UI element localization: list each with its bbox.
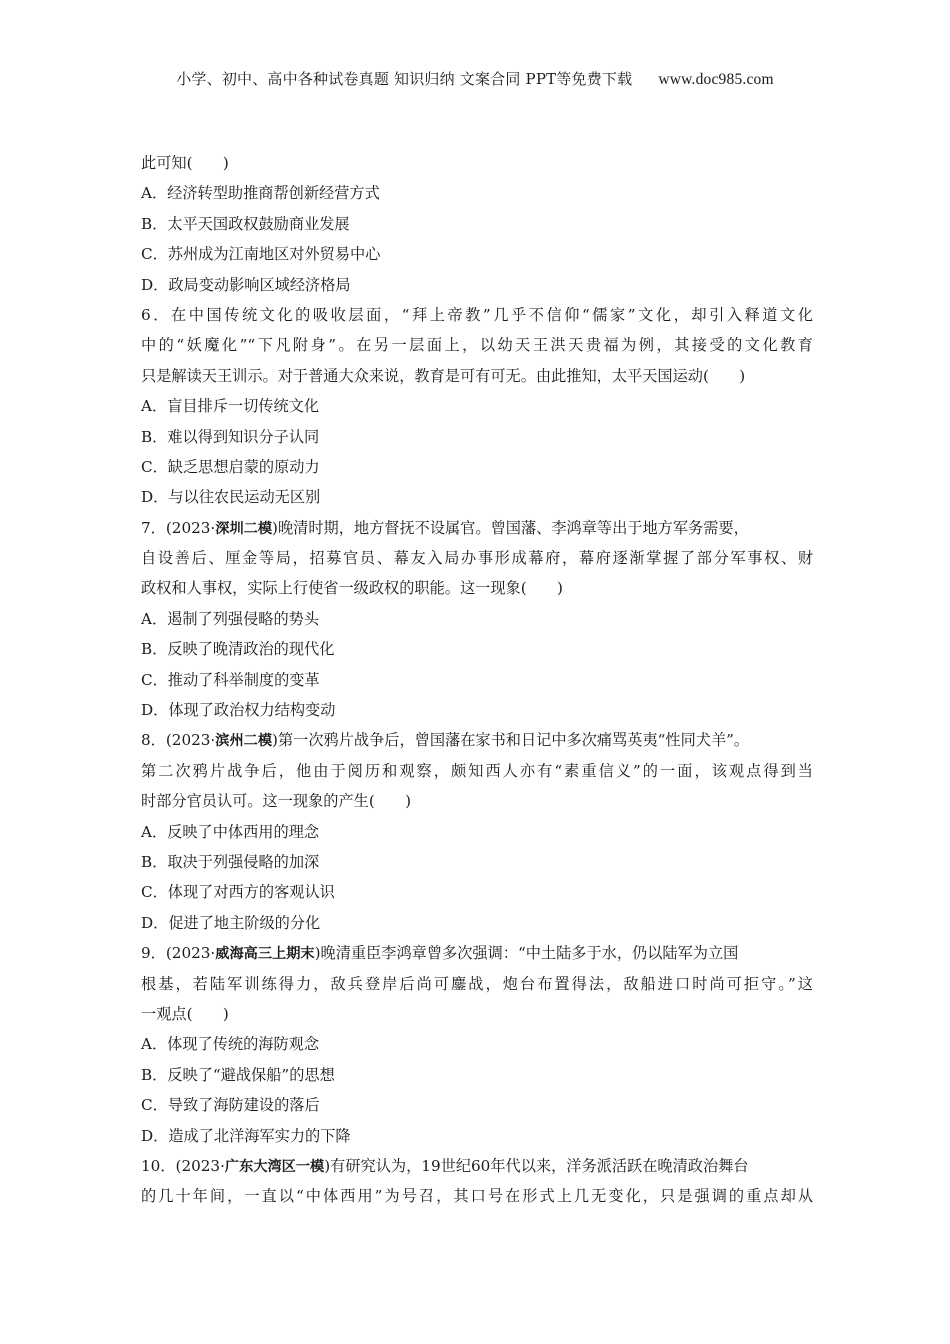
question-stem-line: 6．在中国传统文化的吸收层面，“拜上帝教”几乎不信仰“儒家”文化，却引入释道文化: [141, 305, 813, 324]
question-stem-line: 的几十年间，一直以“中体西用”为号召，其口号在形式上几无变化，只是强调的重点却从: [141, 1187, 813, 1206]
question-source: 深圳二模: [215, 520, 273, 537]
question-5-tail: [141, 148, 813, 300]
option-a: A．反映了中体西用的理念: [141, 822, 320, 841]
option-c: C．体现了对西方的客观认识: [141, 883, 335, 902]
page-header: [0, 68, 950, 89]
option-b: B．难以得到知识分子认同: [141, 427, 320, 446]
option-c: C．推动了科举制度的变革: [141, 670, 320, 689]
option-a: A．盲目排斥一切传统文化: [141, 397, 320, 416]
question-stem-line: 根基，若陆军训练得力，敌兵登岸后尚可鏖战，炮台布置得法，敌船进口时尚可拒守。”这: [141, 974, 813, 993]
question-stem-line: [141, 1151, 813, 1181]
question-stem-line: 第二次鸦片战争后，他由于阅历和观察，颇知西人亦有“素重信义”的一面，该观点得到当: [141, 761, 813, 780]
question-text: )晚清重臣李鸿章曾多次强调：“中土陆多于水，仍以陆军为立国: [314, 944, 739, 963]
question-source: 威海高三上期末: [215, 946, 315, 963]
option-d: D．体现了政治权力结构变动: [141, 701, 336, 720]
question-7: [141, 513, 813, 726]
option-d: D．政局变动影响区域经济格局: [141, 275, 351, 294]
question-stem: 此可知( ): [141, 154, 229, 172]
header-text: 小学、初中、高中各种试卷真题 知识归纳 文案合同 PPT等免费下载: [176, 70, 633, 88]
option-d: D．与以往农民运动无区别: [141, 488, 321, 507]
question-stem-line: [141, 938, 813, 968]
option-b: B．反映了“避战保船”的思想: [141, 1065, 335, 1084]
question-6: [141, 300, 813, 513]
question-stem-line: 政权和人事权，实际上行使省一级政权的职能。这一现象( ): [141, 579, 563, 598]
question-number: 7．(2023·: [141, 518, 216, 537]
question-stem-line: 一观点( ): [141, 1004, 229, 1023]
document-body: [141, 148, 813, 1212]
question-9: [141, 938, 813, 1151]
question-number: 9．(2023·: [141, 944, 216, 963]
option-d: D．促进了地主阶级的分化: [141, 913, 321, 932]
option-a: A．经济转型助推商帮创新经营方式: [141, 184, 380, 203]
question-10: [141, 1151, 813, 1212]
option-b: B．太平天国政权鼓励商业发展: [141, 214, 350, 233]
option-b: B．反映了晚清政治的现代化: [141, 640, 335, 659]
option-a: A．遏制了列强侵略的势头: [141, 609, 320, 628]
option-c: C．苏州成为江南地区对外贸易中心: [141, 245, 381, 264]
option-b: B．取决于列强侵略的加深: [141, 852, 320, 871]
question-stem-line: [141, 725, 813, 755]
question-stem-line: 时部分官员认可。这一现象的产生( ): [141, 792, 412, 811]
question-number: 8．(2023·: [141, 731, 216, 750]
question-text: )晚清时期，地方督抚不设属官。曾国藩、李鸿章等出于地方军务需要，: [272, 518, 749, 537]
question-text: )有研究认为，19世纪60年代以来，洋务派活跃在晚清政治舞台: [324, 1156, 749, 1175]
question-stem-line: 自设善后、厘金等局，招募官员、幕友入局办事形成幕府，幕府逐渐掌握了部分军事权、财: [141, 549, 813, 568]
question-stem-line: 中的“妖魔化”“下凡附身”。在另一层面上，以幼天王洪天贵福为例，其接受的文化教育: [141, 336, 813, 355]
header-site: www.doc985.com: [658, 71, 774, 88]
question-source: 广东大湾区一模: [224, 1158, 325, 1175]
option-c: C．缺乏思想启蒙的原动力: [141, 457, 320, 476]
option-d: D．造成了北洋海军实力的下降: [141, 1126, 351, 1145]
question-stem-line: 只是解读天王训示。对于普通大众来说，教育是可有可无。由此推知，太平天国运动( ): [141, 366, 746, 385]
question-8: [141, 725, 813, 938]
option-a: A．体现了传统的海防观念: [141, 1035, 320, 1054]
question-source: 滨州二模: [215, 733, 273, 750]
question-stem-line: [141, 513, 813, 543]
question-number: 10．(2023·: [141, 1156, 225, 1175]
option-c: C．导致了海防建设的落后: [141, 1096, 320, 1115]
question-text: )第一次鸦片战争后，曾国藩在家书和日记中多次痛骂英夷“性同犬羊”。: [272, 731, 750, 750]
